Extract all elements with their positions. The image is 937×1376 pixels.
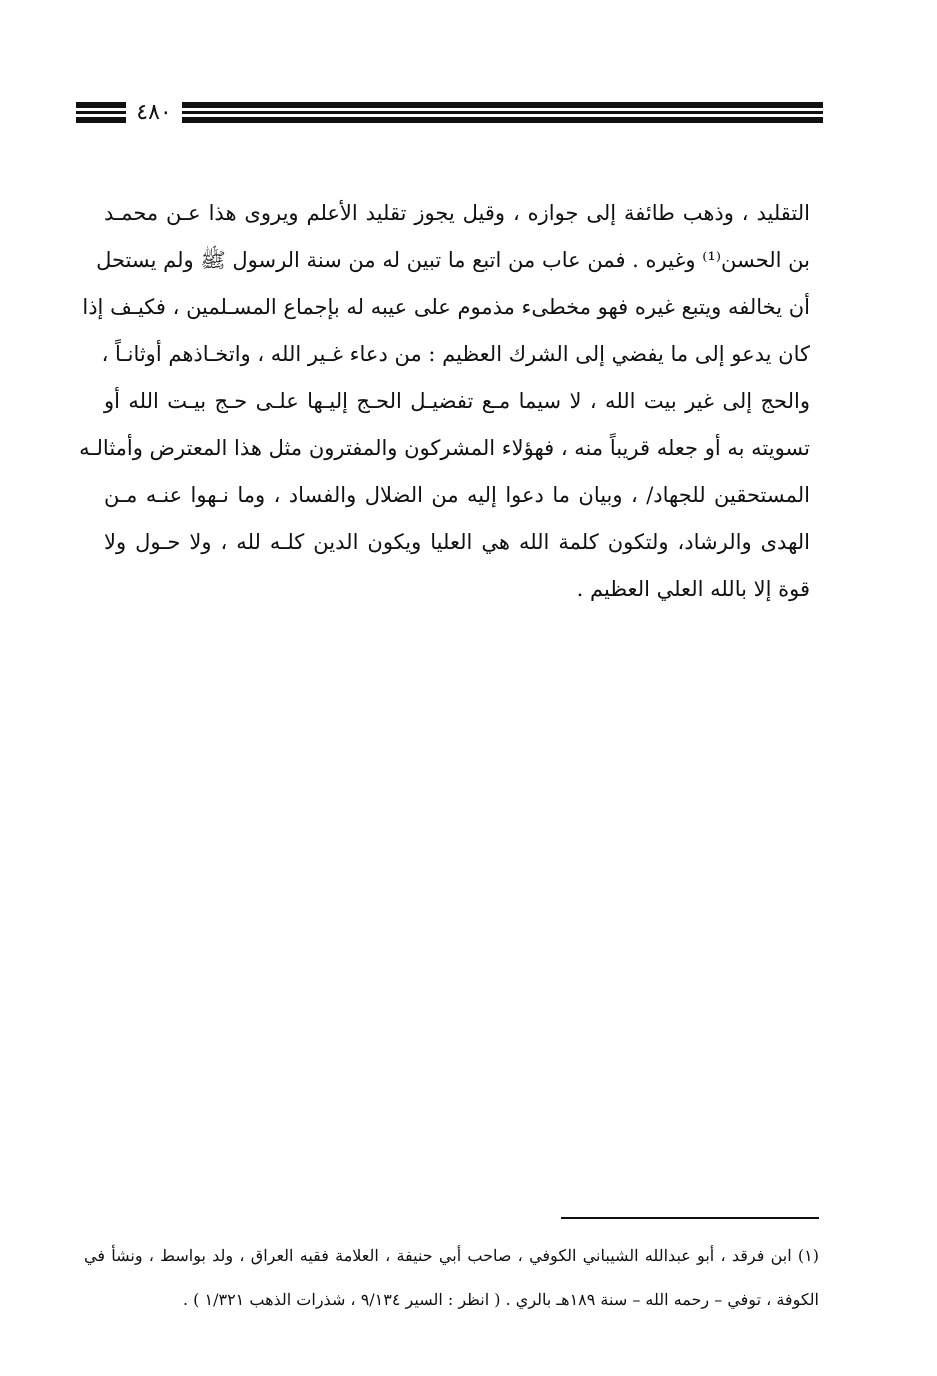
main-text	[79, 190, 810, 613]
page-header	[76, 98, 823, 128]
header-rule-right	[182, 102, 823, 123]
text-line: التقليد ، وذهب طائفة إلى جوازه ، وقيل يجوز تقليد الأعلم ويروى هذا عـن محمـد	[104, 201, 810, 225]
text-line: الهدى والرشاد، ولتكون كلمة الله هي العليا ويكون الدين كلـه لله ، ولا حـول ولا	[104, 530, 810, 554]
text-line: كان يدعو إلى ما يفضي إلى الشرك العظيم : من دعاء غـير الله ، واتخـاذهم أوثانـاً ،	[101, 342, 810, 366]
header-rule-left	[76, 102, 126, 123]
text-line: المستحقين للجهاد/ ، وبيان ما دعوا إليه من الضلال والفساد ، وما نـهوا عنـه مـن	[104, 483, 810, 507]
text-line: قوة إلا بالله العلي العظيم .	[576, 577, 810, 601]
text-line: أن يخالفه ويتبع غيره فهو مخطىء مذموم على عيبه له بإجماع المسـلمين ، فكيـف إذا	[82, 295, 810, 319]
footnote-line: الكوفة ، توفي – رحمه الله – سنة ١٨٩هـ بالري . ( انظر : السير ٩/١٣٤ ، شذرات الذهب ١/٣٢١ ) .	[183, 1290, 819, 1309]
text-line: تسويته به أو جعله قريباً منه ، فهؤلاء المشركون والمفترون مثل هذا المعترض وأمثالـه	[79, 436, 810, 460]
text-line: بن الحسن⁽¹⁾ وغيره . فمن عاب من اتبع ما تبين له من سنة الرسول ﷺ ولم يستحل	[96, 248, 810, 272]
text-line: والحج إلى غير بيت الله ، لا سيما مـع تفضيـل الحـج إليـها علـى حـج بيـت الله أو	[104, 389, 810, 413]
footnote-separator	[561, 1217, 819, 1219]
footnotes	[84, 1234, 819, 1322]
footnote-line: (١) ابن فرقد ، أبو عبدالله الشيباني الكوفي ، صاحب أبي حنيفة ، العلامة فقيه العراق ، ولد بواسط ، ونشأ في	[84, 1246, 819, 1265]
page-number: ٤٨٠	[136, 100, 172, 125]
